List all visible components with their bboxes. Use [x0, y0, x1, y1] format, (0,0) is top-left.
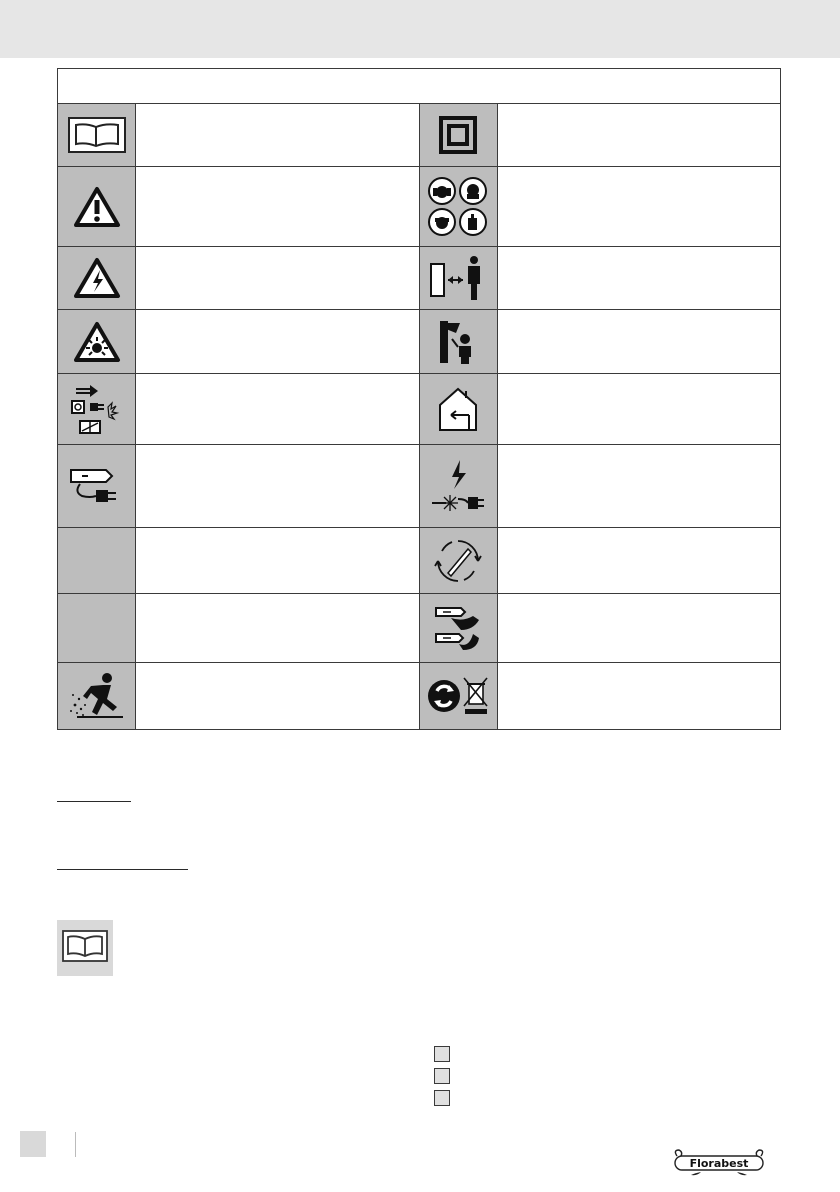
table-row	[58, 445, 780, 528]
table-row	[58, 167, 780, 247]
table-row	[58, 104, 780, 167]
icon-cell	[420, 528, 498, 593]
keep-distance-icon	[427, 254, 489, 302]
page-number-tab	[20, 1131, 46, 1157]
double-insulation-icon	[438, 115, 478, 155]
cable-damage-spark-icon	[430, 457, 486, 515]
explosion-hazard-icon	[73, 321, 121, 363]
table-row	[58, 247, 780, 310]
symbol-description	[136, 374, 420, 444]
damaged-cable-icon	[68, 464, 126, 508]
figure-ref-box	[434, 1090, 450, 1106]
protective-equipment-icon	[427, 176, 489, 238]
icon-cell	[420, 167, 498, 246]
icon-cell	[420, 663, 498, 729]
symbol-description	[498, 445, 781, 527]
slip-hazard-icon	[67, 671, 127, 721]
symbol-description	[136, 528, 420, 593]
icon-cell	[58, 310, 136, 373]
symbol-description	[498, 310, 781, 373]
icon-cell	[420, 247, 498, 309]
recycling-disposal-icon	[427, 675, 489, 717]
warning-icon	[73, 186, 121, 228]
svg-text:Florabest: Florabest	[689, 1157, 749, 1170]
icon-cell	[58, 167, 136, 246]
icon-cell	[58, 663, 136, 729]
symbol-description	[498, 374, 781, 444]
table-row	[58, 310, 780, 374]
symbol-description	[498, 104, 781, 166]
hand-injury-blade-icon	[433, 604, 483, 652]
heading-underline	[57, 801, 131, 802]
read-manual-icon	[68, 117, 126, 153]
figure-ref-box	[434, 1046, 450, 1062]
icon-cell	[58, 104, 136, 166]
symbol-description	[136, 663, 420, 729]
symbol-description	[136, 167, 420, 246]
icon-cell-empty	[58, 528, 136, 593]
icon-cell	[420, 104, 498, 166]
icon-cell	[420, 310, 498, 373]
icon-cell	[58, 247, 136, 309]
table-row	[58, 528, 780, 594]
symbol-description	[498, 167, 781, 246]
symbol-description	[136, 247, 420, 309]
rotating-blade-icon	[434, 537, 482, 585]
symbol-description	[136, 445, 420, 527]
table-header	[58, 69, 780, 104]
icon-cell-empty	[58, 594, 136, 662]
unplug-before-work-icon	[68, 381, 126, 437]
icon-cell	[58, 445, 136, 527]
icon-cell	[420, 445, 498, 527]
brand-logo	[671, 1148, 767, 1178]
symbol-description	[498, 247, 781, 309]
icon-cell	[420, 374, 498, 444]
symbol-table	[57, 68, 781, 730]
page-header-band	[0, 0, 840, 58]
icon-cell	[58, 374, 136, 444]
page-divider	[75, 1132, 76, 1157]
symbol-description	[136, 594, 420, 662]
symbol-description	[498, 528, 781, 593]
icon-cell	[420, 594, 498, 662]
indoor-use-icon	[437, 385, 479, 433]
table-row	[58, 594, 780, 663]
symbol-description	[136, 104, 420, 166]
thrown-objects-icon	[438, 319, 478, 365]
read-manual-notice	[57, 920, 113, 976]
symbol-description	[498, 594, 781, 662]
symbol-description	[136, 310, 420, 373]
table-row	[58, 374, 780, 445]
figure-ref-box	[434, 1068, 450, 1084]
heading-underline	[57, 869, 188, 870]
table-row	[58, 663, 780, 729]
electric-hazard-icon	[73, 257, 121, 299]
symbol-description	[498, 663, 781, 729]
read-manual-icon	[62, 930, 108, 967]
